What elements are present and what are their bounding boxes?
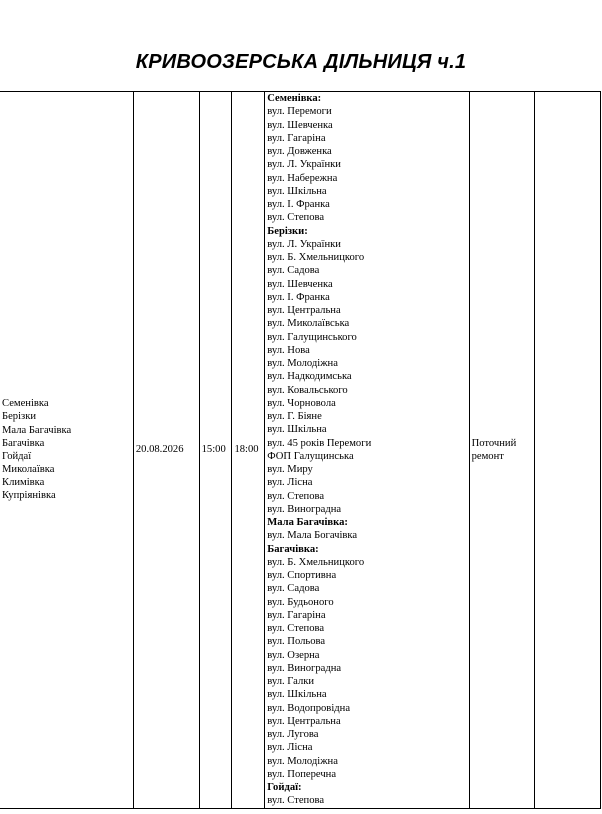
street-line: вул. Центральна [267,305,341,316]
village-heading: Багачівка: [267,543,319,555]
street-line: вул. Гагаріна [267,609,326,621]
street-line: вул. Шкільна [267,185,327,197]
end-time-cell: 18:00 [232,92,265,809]
street-line: вул. Лісна [267,477,313,489]
street-line: вул. Л. Українки [267,238,341,250]
street-line: вул. Гагаріна [267,132,326,144]
village-heading: Берізки: [267,225,308,237]
street-line: вул. Виноградна [267,662,342,674]
settlement-name: Багачівка [2,437,45,449]
page-title: КРИВООЗЕРСЬКА ДІЛЬНИЦЯ ч.1 [135,51,467,73]
street-line: вул. Мала Богачівка [267,530,358,542]
street-line: вул. Б. Хмельницкого [267,252,365,263]
street-line: вул. Галущинського [267,331,357,343]
street-line: вул. Центральна [267,715,341,727]
street-line: вул. Лісна [267,742,313,754]
street-line: вул. Шкільна [267,689,327,701]
date-cell: 20.08.2026 [133,92,199,809]
street-line: вул. Нова [267,344,310,356]
work-type-line: ремонт [471,450,504,462]
street-line: вул. Садова [267,583,320,595]
street-line: вул. Б. Хмельницкого [267,556,365,568]
street-line: вул. 45 років Перемоги [267,437,372,449]
street-line: вул. Набережна [267,172,338,184]
street-line: вул. Садова [267,265,320,277]
street-line: вул. Озерна [267,649,320,661]
street-line: вул. Л. Українки [267,159,341,171]
street-line: вул. Шевченка [267,119,333,131]
street-line: вул. Миколаївська [267,318,350,330]
settlement-name: Берізки [2,411,37,423]
street-line: вул. І. Франка [267,199,330,210]
village-heading: Мала Багачівка: [267,517,348,528]
village-heading: Гойдаї: [267,782,302,793]
village-heading: Семенівка: [267,93,322,104]
empty-cell [535,92,601,809]
street-line: вул. Степова [267,212,325,224]
settlement-name: Климівка [2,476,45,488]
table-row [0,92,601,809]
street-line: вул. Чорновола [267,397,336,409]
street-line: вул. Галки [267,676,315,687]
outage-table [0,91,601,809]
street-line: вул. Перемоги [267,106,332,118]
work-type-cell [469,92,535,809]
street-line: вул. Молодіжна [267,755,338,767]
street-line: вул. Польова [267,636,326,648]
settlement-name: Купріянівка [2,490,56,502]
street-line: вул. Спортивна [267,570,337,581]
street-line: вул. Миру [267,464,313,475]
settlement-name: Мала Багачівка [2,424,72,436]
street-line: ФОП Галущинська [267,450,354,462]
settlement-name: Гойдаї [2,450,32,462]
settlement-name: Миколаївка [2,463,55,475]
streets-list [267,92,466,808]
streets-cell [265,92,469,809]
start-time-cell: 15:00 [199,92,232,809]
street-line: вул. Шкільна [267,424,327,436]
street-line: вул. Будьоного [267,596,334,608]
street-line: вул. Поперечна [267,768,337,780]
street-line: вул. Водопровідна [267,702,351,714]
street-line: вул. Надкодимська [267,371,352,383]
work-type-line: Поточний [471,437,517,449]
street-line: вул. Довженка [267,146,332,157]
settlements-list [2,397,131,502]
street-line: вул. Г. Бiяне [267,411,322,422]
street-line: вул. Степова [267,795,325,807]
street-line: вул. І. Франка [267,291,330,303]
street-line: вул. Лугова [267,729,319,740]
street-line: вул. Степова [267,623,325,634]
street-line: вул. Шевченка [267,278,333,290]
street-line: вул. Виноградна [267,503,342,515]
street-line: вул. Ковальського [267,384,348,396]
work-type-text [472,437,533,463]
street-line: вул. Молодіжна [267,358,338,369]
settlements-cell [0,92,133,809]
street-line: вул. Степова [267,490,325,502]
settlement-name: Семенівка [2,398,49,410]
